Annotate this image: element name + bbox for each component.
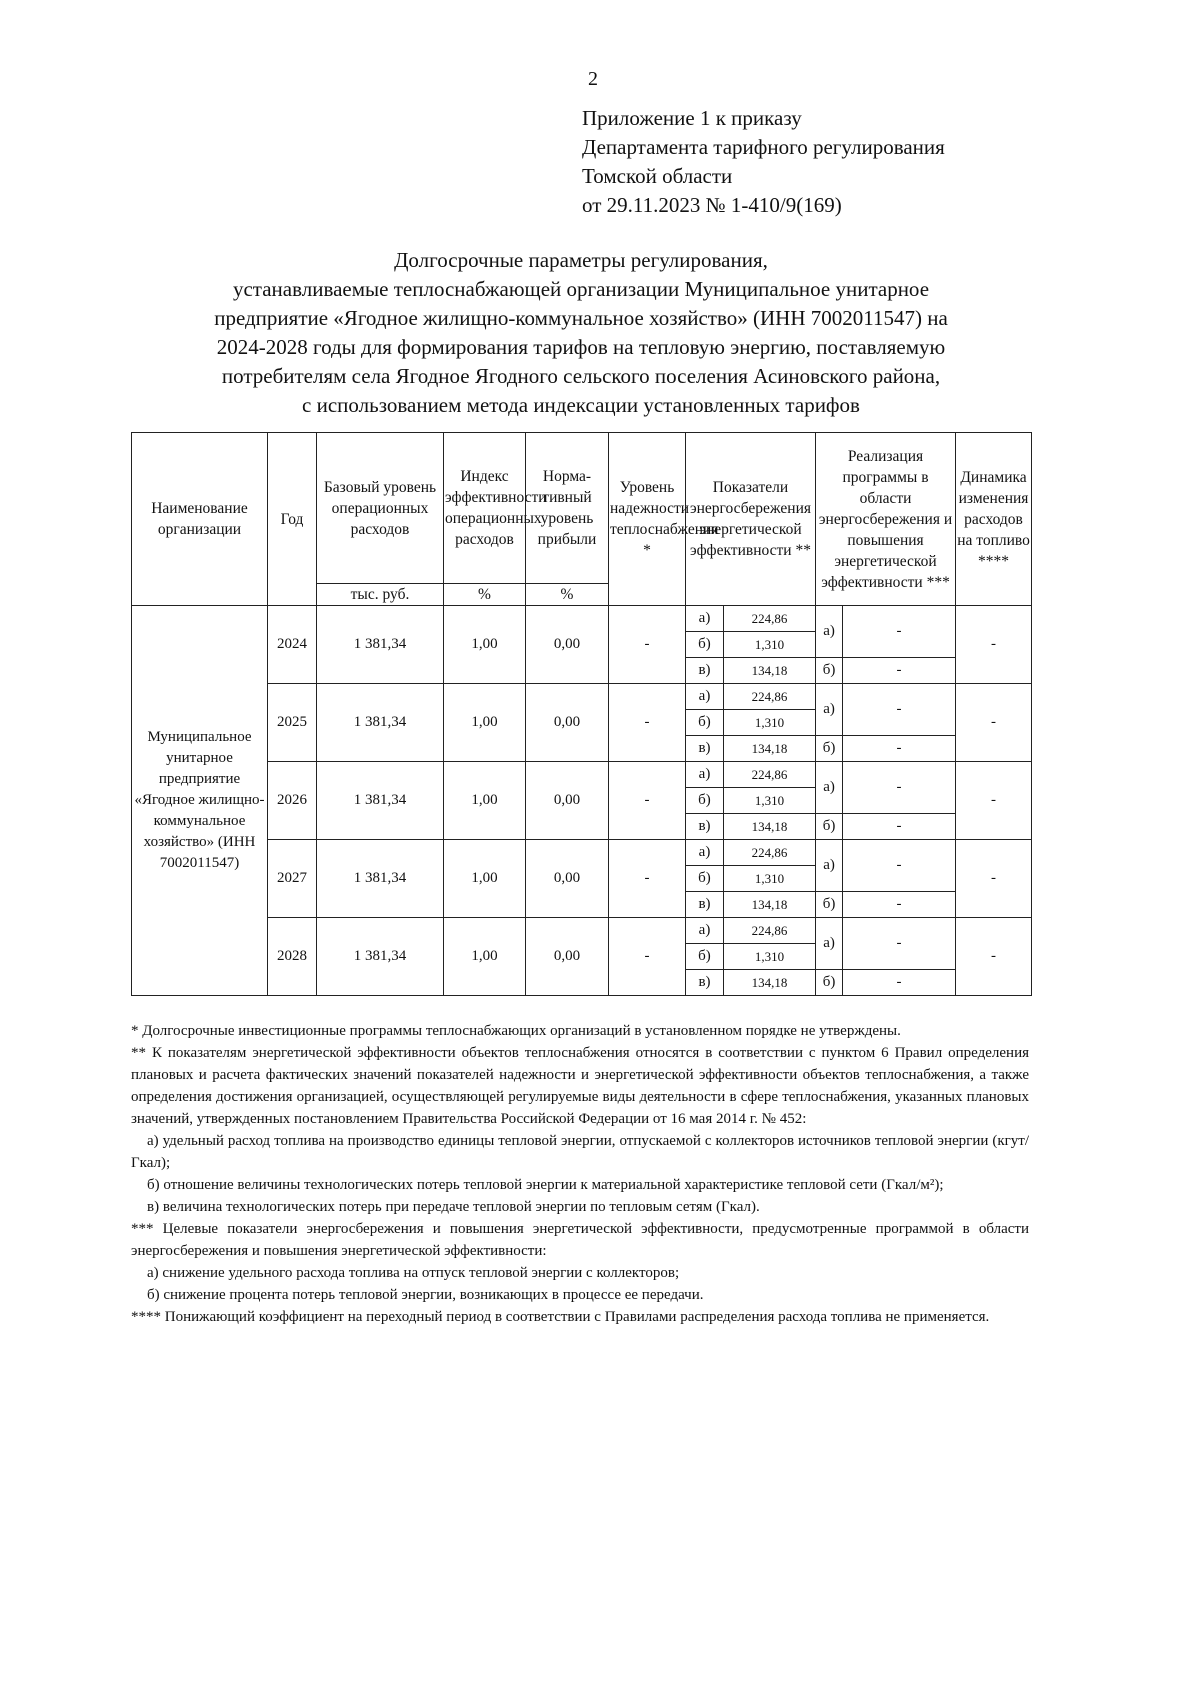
energy-letter: б) bbox=[686, 710, 724, 736]
unit-base: тыс. руб. bbox=[317, 584, 444, 606]
header-norm: Норма-тивный уровень прибыли bbox=[526, 433, 609, 584]
index-cell: 1,00 bbox=[444, 762, 526, 840]
norm-cell: 0,00 bbox=[526, 762, 609, 840]
org-name: Муниципальное унитарное предприятие «Ягодное жилищно-коммунальное хозяйство» (ИНН 7002011547) bbox=[132, 606, 268, 996]
norm-cell: 0,00 bbox=[526, 684, 609, 762]
header-org: Наименование организации bbox=[132, 433, 268, 606]
reliability-cell: - bbox=[609, 684, 686, 762]
header-year: Год bbox=[268, 433, 317, 606]
year-cell: 2027 bbox=[268, 840, 317, 918]
program-value: - bbox=[843, 658, 956, 684]
index-cell: 1,00 bbox=[444, 684, 526, 762]
energy-value: 134,18 bbox=[724, 736, 816, 762]
index-cell: 1,00 bbox=[444, 918, 526, 996]
energy-letter: б) bbox=[686, 866, 724, 892]
program-letter: а) bbox=[816, 684, 843, 736]
base-cell: 1 381,34 bbox=[317, 840, 444, 918]
fuel-cell: - bbox=[956, 684, 1032, 762]
program-letter: а) bbox=[816, 918, 843, 970]
norm-cell: 0,00 bbox=[526, 840, 609, 918]
appendix-header bbox=[582, 104, 945, 220]
energy-letter: в) bbox=[686, 736, 724, 762]
energy-letter: б) bbox=[686, 788, 724, 814]
energy-letter: б) bbox=[686, 944, 724, 970]
energy-letter: в) bbox=[686, 814, 724, 840]
energy-letter: а) bbox=[686, 918, 724, 944]
program-letter: а) bbox=[816, 762, 843, 814]
program-letter: б) bbox=[816, 814, 843, 840]
energy-letter: а) bbox=[686, 606, 724, 632]
unit-index: % bbox=[444, 584, 526, 606]
program-value: - bbox=[843, 840, 956, 892]
energy-value: 224,86 bbox=[724, 762, 816, 788]
footnotes bbox=[131, 1020, 1029, 1328]
footnote: ** К показателям энергетической эффективности объектов теплоснабжения относятся в соответствии с пунктом 6 Правил определения плановых и расчета фактических значений показателей надежности и энергетической эффективности объектов теплоснабжения, а также определения достижения организацией, осуществляющей регулируемые виды деятельности в сфере теплоснабжения, указанных плановых значений, утвержденных постановлением Правительства Российской Федерации от 16 мая 2014 г. № 452: bbox=[131, 1045, 1029, 1127]
header-base: Базовый уровень операционных расходов bbox=[317, 433, 444, 584]
footnote: б) снижение процента потерь тепловой энергии, возникающих в процессе ее передачи. bbox=[147, 1287, 704, 1303]
program-letter: б) bbox=[816, 970, 843, 996]
norm-cell: 0,00 bbox=[526, 606, 609, 684]
header-index: Индекс эффективности операционных расходов bbox=[444, 433, 526, 584]
energy-value: 224,86 bbox=[724, 918, 816, 944]
energy-letter: в) bbox=[686, 658, 724, 684]
program-value: - bbox=[843, 606, 956, 658]
footnote: б) отношение величины технологических потерь тепловой энергии к материальной характеристике тепловой сети (Гкал/м²); bbox=[147, 1177, 944, 1193]
base-cell: 1 381,34 bbox=[317, 684, 444, 762]
energy-value: 224,86 bbox=[724, 684, 816, 710]
energy-value: 1,310 bbox=[724, 866, 816, 892]
base-cell: 1 381,34 bbox=[317, 762, 444, 840]
program-value: - bbox=[843, 970, 956, 996]
footnote: в) величина технологических потерь при передаче тепловой энергии по тепловым сетям (Гкал). bbox=[147, 1199, 760, 1215]
header-energy: Показатели энергосбережения энергетической эффективности ** bbox=[686, 433, 816, 606]
header-fuel: Динамика изменения расходов на топливо **** bbox=[956, 433, 1032, 606]
title-line: Долгосрочные параметры регулирования, bbox=[394, 248, 768, 272]
appendix-line: Департамента тарифного регулирования bbox=[582, 135, 945, 159]
header-reliability: Уровень надежности теплоснабжения * bbox=[609, 433, 686, 606]
program-letter: б) bbox=[816, 658, 843, 684]
header-program: Реализация программы в области энергосбережения и повышения энергетической эффективности *** bbox=[816, 433, 956, 606]
energy-value: 224,86 bbox=[724, 840, 816, 866]
program-value: - bbox=[843, 736, 956, 762]
energy-value: 134,18 bbox=[724, 658, 816, 684]
unit-norm: % bbox=[526, 584, 609, 606]
title-line: предприятие «Ягодное жилищно-коммунальное хозяйство» (ИНН 7002011547) на bbox=[214, 306, 948, 330]
title-line: 2024-2028 годы для формирования тарифов на тепловую энергию, поставляемую bbox=[216, 335, 946, 359]
reliability-cell: - bbox=[609, 606, 686, 684]
energy-value: 1,310 bbox=[724, 944, 816, 970]
energy-letter: а) bbox=[686, 684, 724, 710]
fuel-cell: - bbox=[956, 918, 1032, 996]
fuel-cell: - bbox=[956, 606, 1032, 684]
program-value: - bbox=[843, 762, 956, 814]
energy-value: 134,18 bbox=[724, 814, 816, 840]
appendix-line: от 29.11.2023 № 1-410/9(169) bbox=[582, 193, 842, 217]
base-cell: 1 381,34 bbox=[317, 606, 444, 684]
reliability-cell: - bbox=[609, 762, 686, 840]
page-number: 2 bbox=[588, 68, 598, 90]
fuel-cell: - bbox=[956, 762, 1032, 840]
fuel-cell: - bbox=[956, 840, 1032, 918]
program-letter: б) bbox=[816, 736, 843, 762]
program-value: - bbox=[843, 814, 956, 840]
program-value: - bbox=[843, 892, 956, 918]
footnote: **** Понижающий коэффициент на переходный период в соответствии с Правилами распределения расхода топлива не применяется. bbox=[131, 1309, 990, 1325]
energy-value: 1,310 bbox=[724, 788, 816, 814]
energy-value: 224,86 bbox=[724, 606, 816, 632]
program-letter: а) bbox=[816, 606, 843, 658]
energy-value: 134,18 bbox=[724, 970, 816, 996]
title-line: устанавливаемые теплоснабжающей организации Муниципальное унитарное bbox=[232, 277, 930, 301]
appendix-line: Томской области bbox=[582, 164, 733, 188]
energy-letter: в) bbox=[686, 892, 724, 918]
index-cell: 1,00 bbox=[444, 840, 526, 918]
footnote: а) снижение удельного расхода топлива на отпуск тепловой энергии с коллекторов; bbox=[147, 1265, 680, 1281]
energy-letter: а) bbox=[686, 762, 724, 788]
index-cell: 1,00 bbox=[444, 606, 526, 684]
energy-letter: а) bbox=[686, 840, 724, 866]
base-cell: 1 381,34 bbox=[317, 918, 444, 996]
energy-letter: б) bbox=[686, 632, 724, 658]
program-value: - bbox=[843, 684, 956, 736]
appendix-line: Приложение 1 к приказу bbox=[582, 106, 802, 130]
footnote: а) удельный расход топлива на производство единицы тепловой энергии, отпускаемой с коллекторов источников тепловой энергии (кгут/Гкал); bbox=[131, 1133, 1029, 1171]
year-cell: 2026 bbox=[268, 762, 317, 840]
norm-cell: 0,00 bbox=[526, 918, 609, 996]
year-cell: 2024 bbox=[268, 606, 317, 684]
title-line: с использованием метода индексации установленных тарифов bbox=[302, 393, 860, 417]
document-title bbox=[131, 246, 1031, 420]
table-row bbox=[132, 606, 1032, 632]
energy-letter: в) bbox=[686, 970, 724, 996]
footnote: *** Целевые показатели энергосбережения и повышения энергетической эффективности, предусмотренные программой в области энергосбережения и повышения энергетической эффективности: bbox=[131, 1221, 1029, 1259]
program-letter: б) bbox=[816, 892, 843, 918]
reliability-cell: - bbox=[609, 840, 686, 918]
program-letter: а) bbox=[816, 840, 843, 892]
year-cell: 2025 bbox=[268, 684, 317, 762]
reliability-cell: - bbox=[609, 918, 686, 996]
energy-value: 1,310 bbox=[724, 632, 816, 658]
energy-value: 134,18 bbox=[724, 892, 816, 918]
footnote: * Долгосрочные инвестиционные программы теплоснабжающих организаций в установленном порядке не утверждены. bbox=[131, 1023, 901, 1039]
energy-value: 1,310 bbox=[724, 710, 816, 736]
title-line: потребителям села Ягодное Ягодного сельского поселения Асиновского района, bbox=[221, 364, 941, 388]
year-cell: 2028 bbox=[268, 918, 317, 996]
program-value: - bbox=[843, 918, 956, 970]
parameters-table bbox=[131, 432, 1032, 996]
